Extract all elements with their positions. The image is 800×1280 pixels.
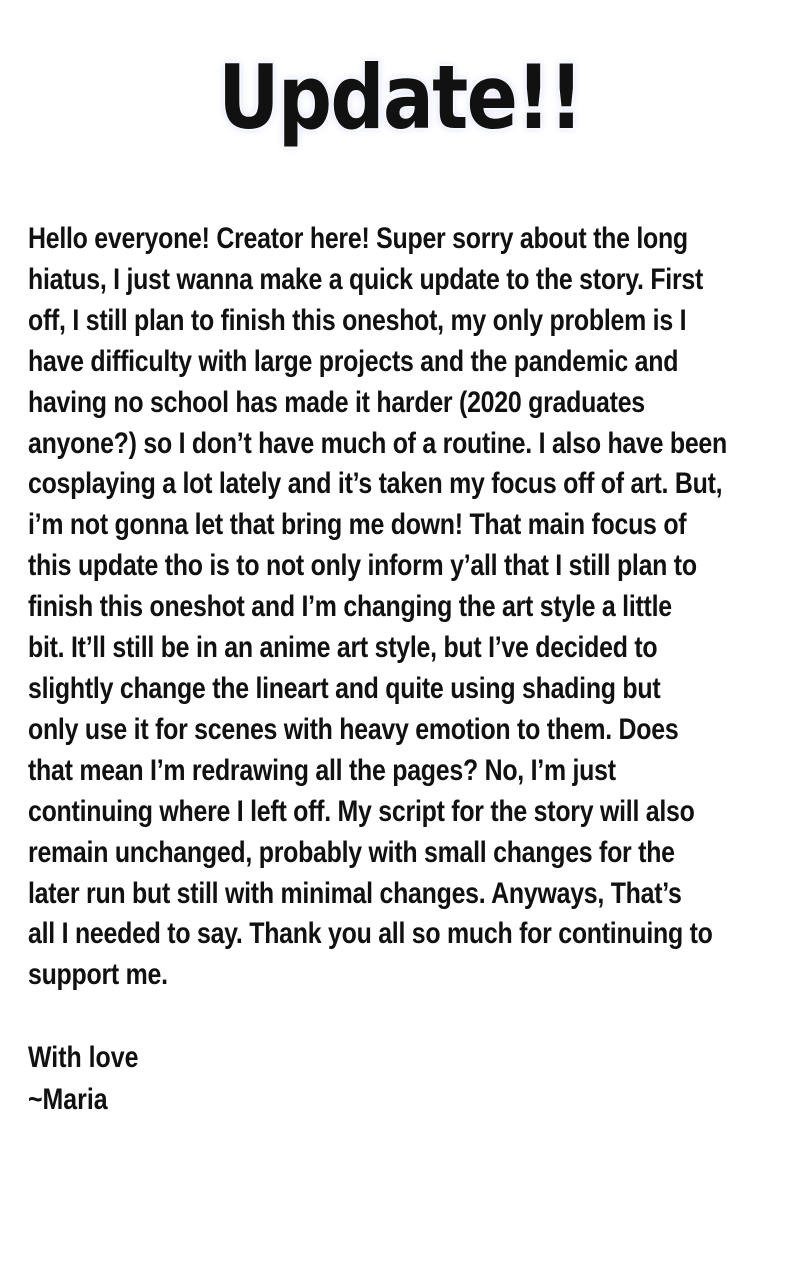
body-line: anyone?) so I don’t have much of a routine. I also have been (28, 426, 728, 460)
body-line: off, I still plan to finish this oneshot, my only problem is I (28, 303, 687, 337)
body-line: continuing where I left off. My script for the story will also (28, 794, 695, 828)
body-line: only use it for scenes with heavy emotion to them. Does (28, 712, 679, 746)
body-line: bit. It’ll still be in an anime art style, but I’ve decided to (28, 631, 658, 665)
body-line: cosplaying a lot lately and it’s taken my focus off of art. But, (28, 467, 723, 501)
body-line: have difficulty with large projects and the pandemic and (28, 344, 679, 378)
body-line: having no school has made it harder (2020 graduates (28, 385, 645, 419)
body-line: slightly change the lineart and quite using shading but (28, 671, 661, 705)
body-line: remain unchanged, probably with small changes for the (28, 835, 675, 869)
body-line: i’m not gonna let that bring me down! That main focus of (28, 508, 687, 542)
letter-body (28, 219, 800, 996)
body-line: Hello everyone! Creator here! Super sorry about the long (28, 222, 688, 255)
body-line: finish this oneshot and I’m changing the art style a little (28, 590, 672, 624)
body-line: this update tho is to not only inform y’all that I still plan to (28, 549, 697, 583)
body-line: that mean I’m redrawing all the pages? No, I’m just (28, 753, 616, 787)
body-line: later run but still with minimal changes. Anyways, That’s (28, 876, 682, 910)
page-title: Update!! (218, 46, 582, 149)
signature-text: ~Maria (28, 1083, 108, 1116)
signoff-block (28, 1037, 360, 1121)
body-line: hiatus, I just wanna make a quick update to the story. First (28, 262, 704, 296)
body-line: support me. (28, 958, 168, 992)
closing-text: With love (28, 1041, 139, 1074)
body-line: all I needed to say. Thank you all so much for continuing to (28, 917, 713, 951)
